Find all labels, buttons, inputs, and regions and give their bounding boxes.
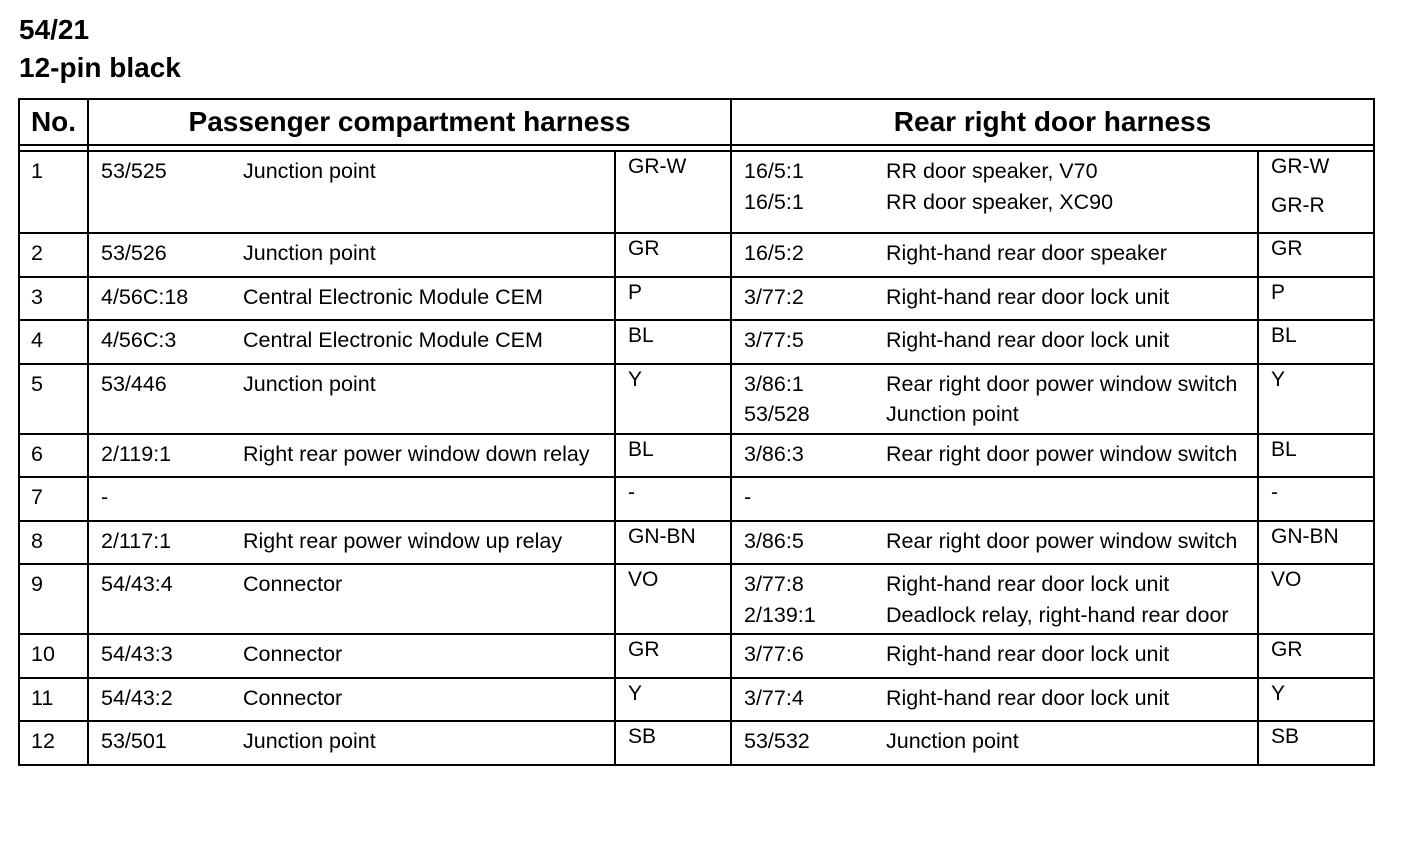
passenger-wire-colors — [616, 635, 730, 677]
pin-number: 4 — [31, 328, 43, 352]
passenger-harness-cell — [88, 434, 615, 478]
passenger-entries — [89, 635, 614, 673]
rear-door-harness-cell — [731, 151, 1258, 233]
passenger-entry — [101, 439, 608, 470]
rear-door-wire-color: VO — [1271, 568, 1302, 591]
rear-door-wire-colors — [1259, 635, 1373, 677]
passenger-component-code: 2/119:1 — [101, 441, 172, 466]
passenger-harness-cell — [88, 678, 615, 722]
rear-door-wire-color: - — [1271, 481, 1278, 504]
table-row — [19, 721, 1374, 765]
rear-door-entries — [732, 321, 1257, 359]
passenger-component-desc: Connector — [243, 685, 343, 710]
rear-door-wire-color: BL — [1271, 437, 1297, 461]
rear-door-component-desc: Right-hand rear door speaker — [886, 241, 1167, 265]
passenger-harness-cell — [88, 233, 615, 277]
table-body — [19, 145, 1374, 765]
passenger-harness-cell — [88, 320, 615, 364]
rear-door-entries — [732, 278, 1257, 316]
passenger-harness-cell — [88, 521, 615, 565]
passenger-entries — [89, 722, 614, 760]
rear-door-entry — [744, 187, 1251, 218]
passenger-harness-cell — [88, 564, 615, 634]
passenger-harness-cell — [88, 634, 615, 678]
rear-door-harness-cell — [731, 434, 1258, 478]
rear-door-wire-color: P — [1271, 280, 1286, 304]
rear-door-component-desc: Rear right door power window switch — [886, 441, 1238, 466]
pin-number: 2 — [31, 241, 43, 265]
rear-door-entry — [744, 683, 1251, 714]
rear-door-component-desc: Junction point — [886, 402, 1019, 426]
header-rear-door-harness: Rear right door harness — [731, 99, 1374, 145]
passenger-entry — [101, 282, 608, 313]
rear-door-wire-color: GR-R — [1271, 193, 1325, 217]
rear-door-harness-cell — [731, 233, 1258, 277]
rear-door-harness-cell — [731, 477, 1258, 521]
passenger-entries — [89, 152, 614, 190]
table-header — [19, 99, 1374, 145]
passenger-entries — [89, 234, 614, 272]
rear-door-component-desc: Deadlock relay, right-hand rear door — [886, 602, 1229, 627]
rear-door-wire-color: Y — [1271, 367, 1286, 391]
passenger-component-desc: Right rear power window up relay — [243, 528, 563, 553]
passenger-wire-color: BL — [628, 324, 654, 347]
rear-door-component-desc: RR door speaker, V70 — [886, 159, 1098, 183]
passenger-component-code: 54/43:4 — [101, 572, 173, 596]
rear-door-entries — [732, 365, 1257, 433]
passenger-component-code: - — [101, 485, 109, 509]
passenger-wire-colors — [616, 522, 730, 564]
rear-door-entry — [744, 639, 1251, 670]
passenger-wire-color: SB — [628, 725, 657, 748]
passenger-component-desc: Junction point — [243, 241, 376, 265]
pin-number-cell — [19, 151, 88, 233]
passenger-entries — [89, 522, 614, 560]
passenger-entry — [101, 683, 608, 714]
rear-door-harness-cell — [731, 364, 1258, 434]
rear-door-wire-color-cell — [1258, 721, 1374, 765]
rear-door-entry — [744, 482, 1251, 513]
rear-door-component-desc: Right-hand rear door lock unit — [886, 642, 1170, 666]
pin-number: 11 — [31, 685, 54, 710]
passenger-entries — [89, 365, 614, 403]
rear-door-component-code: 53/532 — [744, 729, 810, 753]
passenger-wire-color-cell — [615, 434, 731, 478]
rear-door-entries — [732, 478, 1257, 516]
passenger-entries — [89, 278, 614, 316]
rear-door-wire-color-cell — [1258, 364, 1374, 434]
rear-door-wire-colors — [1259, 565, 1373, 607]
rear-door-entry — [744, 399, 1251, 430]
rear-door-entry — [744, 569, 1251, 600]
rear-door-wire-color: GR — [1271, 237, 1303, 260]
pin-number-cell — [19, 434, 88, 478]
passenger-component-code: 53/525 — [101, 159, 167, 183]
passenger-entries — [89, 321, 614, 359]
table-row — [19, 521, 1374, 565]
passenger-wire-colors — [616, 478, 730, 520]
rear-door-harness-cell — [731, 678, 1258, 722]
connector-id: 54/21 — [19, 14, 90, 45]
passenger-wire-color: Y — [628, 367, 643, 391]
rear-door-entry — [744, 325, 1251, 356]
connector-description: 12-pin black — [19, 52, 181, 83]
table-row — [19, 564, 1374, 634]
passenger-entries — [89, 679, 614, 717]
passenger-entry — [101, 526, 608, 557]
rear-door-wire-color-cell — [1258, 434, 1374, 478]
rear-door-component-code: 3/77:6 — [744, 642, 804, 666]
pin-table — [18, 98, 1375, 766]
rear-door-component-code: 3/86:3 — [744, 441, 804, 466]
rear-door-component-desc: Right-hand rear door lock unit — [886, 284, 1170, 309]
passenger-component-desc: Right rear power window down relay — [243, 441, 590, 466]
passenger-harness-cell — [88, 277, 615, 321]
rear-door-component-code: 16/5:2 — [744, 241, 804, 265]
pin-number-cell — [19, 634, 88, 678]
pin-number-cell — [19, 678, 88, 722]
pin-number: 6 — [31, 441, 43, 466]
rear-door-component-code: 16/5:1 — [744, 159, 804, 183]
passenger-wire-colors — [616, 365, 730, 407]
passenger-wire-colors — [616, 435, 730, 477]
rear-door-harness-cell — [731, 564, 1258, 634]
passenger-component-code: 53/446 — [101, 371, 167, 396]
rear-door-harness-cell — [731, 721, 1258, 765]
passenger-entry — [101, 156, 608, 187]
passenger-wire-color-cell — [615, 151, 731, 233]
passenger-harness-cell — [88, 364, 615, 434]
passenger-wire-color-cell — [615, 721, 731, 765]
passenger-entry — [101, 482, 608, 513]
passenger-component-desc: Junction point — [243, 729, 376, 753]
pin-number-cell — [19, 364, 88, 434]
passenger-entry — [101, 238, 608, 269]
rear-door-component-desc: Right-hand rear door lock unit — [886, 328, 1170, 352]
rear-door-wire-color-cell — [1258, 634, 1374, 678]
passenger-component-code: 4/56C:18 — [101, 284, 189, 309]
passenger-entry — [101, 726, 608, 757]
rear-door-wire-colors — [1259, 435, 1373, 477]
rear-door-entries — [732, 522, 1257, 560]
passenger-component-desc: Junction point — [243, 371, 376, 396]
rear-door-entries — [732, 435, 1257, 473]
pin-number: 5 — [31, 371, 43, 396]
passenger-component-code: 54/43:2 — [101, 685, 173, 710]
passenger-wire-color: - — [628, 481, 635, 504]
rear-door-entry — [744, 600, 1251, 631]
passenger-entries — [89, 565, 614, 603]
rear-door-wire-colors — [1259, 679, 1373, 721]
pin-number-cell — [19, 521, 88, 565]
table-row — [19, 233, 1374, 277]
passenger-component-code: 54/43:3 — [101, 642, 173, 666]
rear-door-wire-color: SB — [1271, 725, 1300, 748]
passenger-harness-cell — [88, 151, 615, 233]
rear-door-component-code: 3/77:2 — [744, 284, 804, 309]
passenger-entries — [89, 478, 614, 516]
rear-door-wire-color-cell — [1258, 477, 1374, 521]
passenger-wire-color-cell — [615, 277, 731, 321]
pin-number-cell — [19, 277, 88, 321]
passenger-component-desc: Junction point — [243, 159, 376, 183]
passenger-entry — [101, 369, 608, 400]
rear-door-component-desc: Right-hand rear door lock unit — [886, 572, 1170, 596]
passenger-wire-color-cell — [615, 678, 731, 722]
passenger-wire-color: VO — [628, 568, 659, 591]
rear-door-component-desc: Rear right door power window switch — [886, 528, 1238, 553]
passenger-wire-colors — [616, 679, 730, 721]
passenger-wire-color-cell — [615, 634, 731, 678]
table-row — [19, 320, 1374, 364]
pin-number-cell — [19, 477, 88, 521]
rear-door-component-code: 3/86:1 — [744, 371, 804, 396]
passenger-wire-color: GR-W — [628, 155, 687, 178]
passenger-component-code: 53/526 — [101, 241, 167, 265]
rear-door-harness-cell — [731, 634, 1258, 678]
passenger-wire-color: GR — [628, 638, 660, 661]
rear-door-entry — [744, 526, 1251, 557]
rear-door-entry — [744, 369, 1251, 400]
passenger-wire-color: BL — [628, 437, 654, 461]
passenger-wire-color-cell — [615, 564, 731, 634]
rear-door-wire-color-cell — [1258, 521, 1374, 565]
rear-door-wire-colors — [1259, 278, 1373, 320]
rear-door-entry — [744, 282, 1251, 313]
passenger-wire-colors — [616, 321, 730, 363]
passenger-component-code: 53/501 — [101, 729, 167, 753]
rear-door-component-code: 53/528 — [744, 402, 810, 426]
passenger-component-desc — [243, 482, 608, 513]
pin-number: 3 — [31, 284, 43, 309]
rear-door-wire-color: GN-BN — [1271, 524, 1339, 548]
passenger-wire-color-cell — [615, 320, 731, 364]
passenger-wire-color-cell — [615, 477, 731, 521]
passenger-wire-color-cell — [615, 521, 731, 565]
rear-door-wire-colors — [1259, 722, 1373, 764]
rear-door-component-desc — [886, 482, 1251, 513]
pin-number: 8 — [31, 528, 43, 553]
passenger-wire-colors — [616, 278, 730, 320]
table-row — [19, 364, 1374, 434]
passenger-component-desc: Connector — [243, 572, 343, 596]
pin-number-cell — [19, 721, 88, 765]
rear-door-component-code: 3/77:5 — [744, 328, 804, 352]
passenger-entry — [101, 639, 608, 670]
passenger-wire-color-cell — [615, 233, 731, 277]
rear-door-wire-color: GR — [1271, 638, 1303, 661]
rear-door-wire-color: Y — [1271, 681, 1286, 705]
rear-door-entries — [732, 565, 1257, 633]
passenger-component-desc: Central Electronic Module CEM — [243, 328, 543, 352]
pin-number: 7 — [31, 485, 43, 509]
rear-door-wire-colors — [1259, 365, 1373, 407]
rear-door-wire-colors — [1259, 321, 1373, 363]
rear-door-entries — [732, 234, 1257, 272]
rear-door-wire-colors — [1259, 234, 1373, 276]
passenger-wire-colors — [616, 565, 730, 607]
pin-number-cell — [19, 320, 88, 364]
rear-door-harness-cell — [731, 521, 1258, 565]
rear-door-wire-color-cell — [1258, 564, 1374, 634]
passenger-wire-color: GN-BN — [628, 524, 696, 548]
passenger-wire-color: Y — [628, 681, 643, 705]
rear-door-wire-color: GR-W — [1271, 155, 1330, 178]
header-no: No. — [19, 99, 88, 145]
table-row — [19, 678, 1374, 722]
table-row — [19, 477, 1374, 521]
passenger-entry — [101, 569, 608, 600]
passenger-wire-color: GR — [628, 237, 660, 260]
rear-door-wire-color-cell — [1258, 233, 1374, 277]
table-row — [19, 434, 1374, 478]
rear-door-entry — [744, 238, 1251, 269]
rear-door-wire-colors — [1259, 152, 1373, 232]
rear-door-entry — [744, 726, 1251, 757]
rear-door-wire-color-cell — [1258, 678, 1374, 722]
rear-door-harness-cell — [731, 320, 1258, 364]
pin-number: 10 — [31, 642, 55, 666]
rear-door-component-code: 3/86:5 — [744, 528, 804, 553]
passenger-entries — [89, 435, 614, 473]
rear-door-entries — [732, 722, 1257, 760]
table-row — [19, 151, 1374, 233]
rear-door-entries — [732, 152, 1257, 220]
passenger-wire-colors — [616, 722, 730, 764]
rear-door-wire-colors — [1259, 478, 1373, 520]
passenger-component-code: 2/117:1 — [101, 528, 172, 553]
passenger-wire-colors — [616, 234, 730, 276]
rear-door-wire-color: BL — [1271, 324, 1297, 347]
rear-door-component-desc: Rear right door power window switch — [886, 371, 1238, 396]
passenger-component-desc: Connector — [243, 642, 343, 666]
rear-door-entry — [744, 439, 1251, 470]
header-passenger-harness: Passenger compartment harness — [88, 99, 731, 145]
rear-door-harness-cell — [731, 277, 1258, 321]
pin-number-cell — [19, 233, 88, 277]
rear-door-component-desc: RR door speaker, XC90 — [886, 189, 1114, 214]
passenger-harness-cell — [88, 721, 615, 765]
table-row — [19, 277, 1374, 321]
rear-door-wire-colors — [1259, 522, 1373, 564]
rear-door-component-code: - — [744, 485, 752, 509]
rear-door-component-desc: Right-hand rear door lock unit — [886, 685, 1170, 710]
passenger-wire-color-cell — [615, 364, 731, 434]
rear-door-component-desc: Junction point — [886, 729, 1019, 753]
rear-door-component-code: 3/77:8 — [744, 572, 804, 596]
passenger-entry — [101, 325, 608, 356]
passenger-wire-color: P — [628, 280, 643, 304]
rear-door-component-code: 3/77:4 — [744, 685, 804, 710]
pin-number: 12 — [31, 729, 55, 753]
rear-door-entries — [732, 635, 1257, 673]
rear-door-entry — [744, 156, 1251, 187]
pin-number: 9 — [31, 572, 43, 596]
rear-door-component-code: 2/139:1 — [744, 602, 816, 627]
pin-number: 1 — [31, 159, 43, 183]
rear-door-entries — [732, 679, 1257, 717]
rear-door-wire-color-cell — [1258, 277, 1374, 321]
rear-door-component-code: 16/5:1 — [744, 189, 804, 214]
rear-door-wire-color-cell — [1258, 151, 1374, 233]
passenger-harness-cell — [88, 477, 615, 521]
table-row — [19, 634, 1374, 678]
passenger-wire-colors — [616, 152, 730, 194]
passenger-component-desc: Central Electronic Module CEM — [243, 284, 543, 309]
pin-number-cell — [19, 564, 88, 634]
passenger-component-code: 4/56C:3 — [101, 328, 177, 352]
rear-door-wire-color-cell — [1258, 320, 1374, 364]
